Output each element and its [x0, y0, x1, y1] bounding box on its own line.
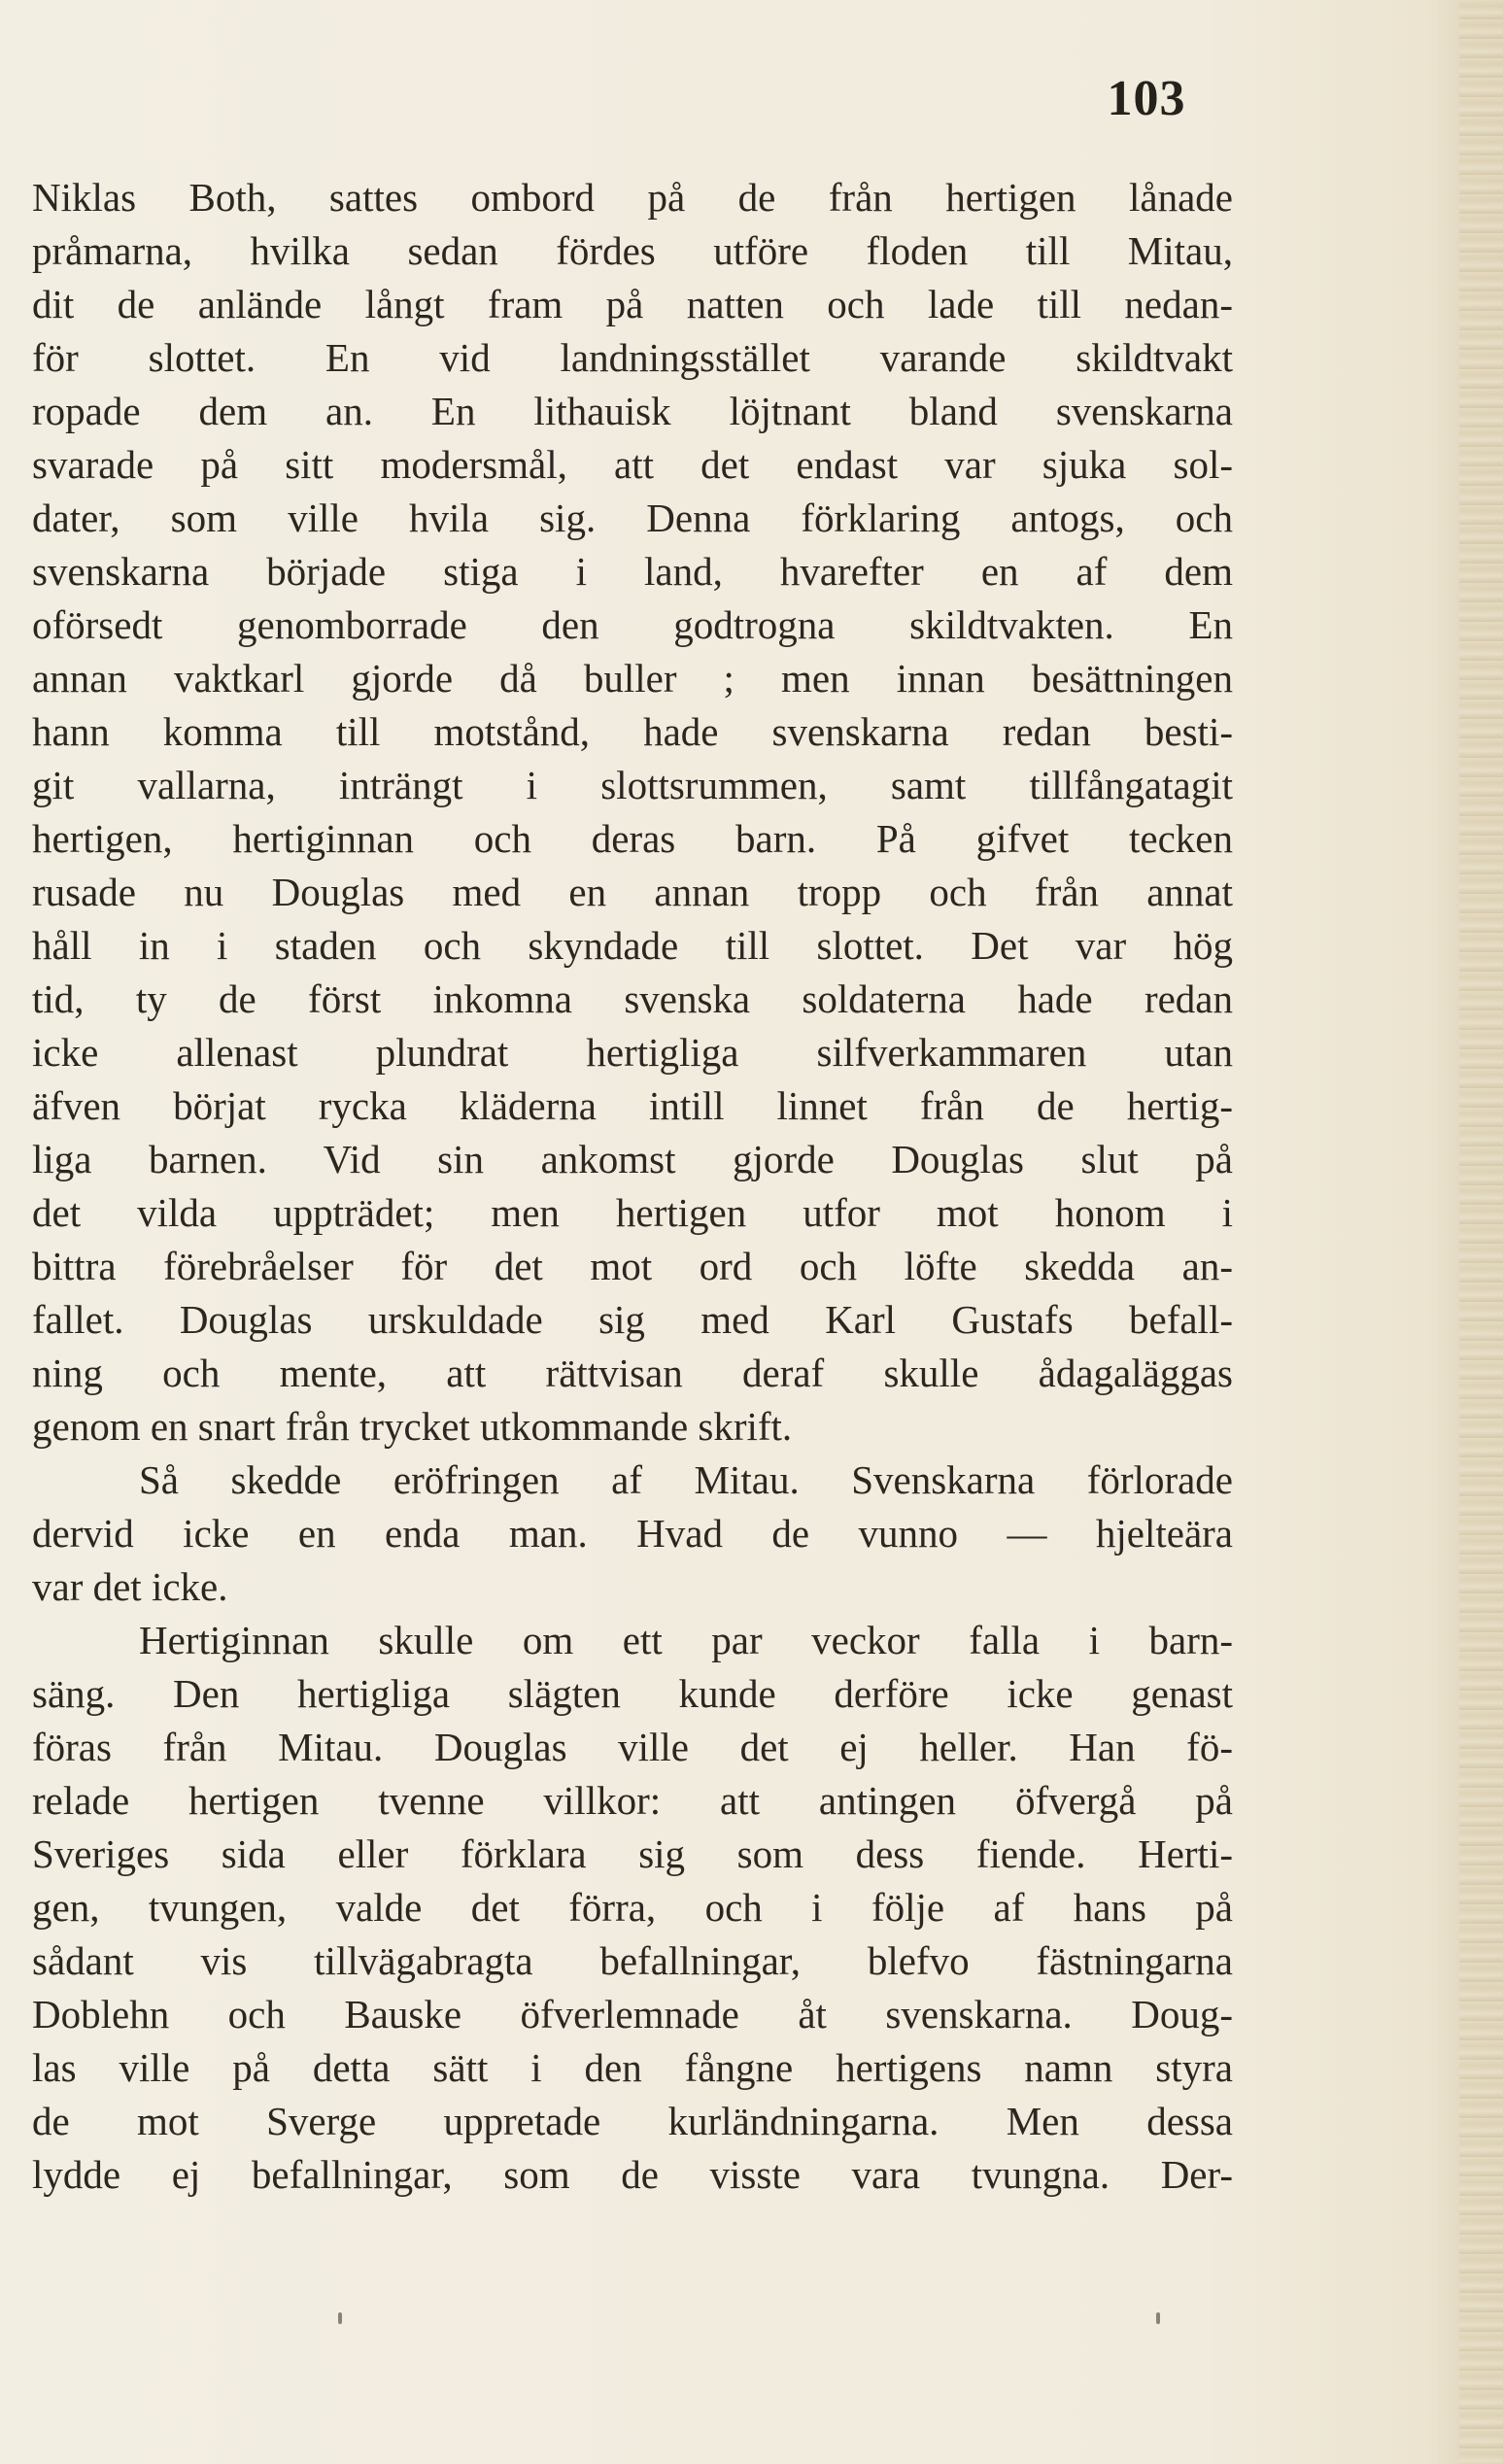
- text-line: relade hertigen tvenne villkor: att antingen öfvergå på: [32, 1778, 1233, 1823]
- text-line: det vilda uppträdet; men hertigen utfor mot honom i: [32, 1190, 1233, 1235]
- text-line: sådant vis tillvägabragta befallningar, blefvo fästningarna: [32, 1938, 1233, 1983]
- text-line: dervid icke en enda man. Hvad de vunno — hjelteära: [32, 1511, 1233, 1556]
- body-text: [32, 171, 1233, 2202]
- text-line: bittra förebråelser för det mot ord och löfte skedda an-: [32, 1244, 1233, 1288]
- text-line: icke allenast plundrat hertigliga silfverkammaren utan: [32, 1030, 1233, 1075]
- text-line: gen, tvungen, valde det förra, och i följe af hans på: [32, 1885, 1233, 1930]
- text-line: git vallarna, inträngt i slottsrummen, samt tillfångatagit: [32, 763, 1233, 807]
- text-line: var det icke.: [32, 1564, 228, 1609]
- text-line-paragraph-start: Så skedde eröfringen af Mitau. Svenskarna förlorade: [139, 1457, 1233, 1502]
- text-line: dater, som ville hvila sig. Denna förklaring antogs, och: [32, 496, 1233, 540]
- text-line: svenskarna började stiga i land, hvarefter en af dem: [32, 549, 1233, 594]
- text-line: annan vaktkarl gjorde då buller ; men innan besättningen: [32, 656, 1233, 701]
- text-line: svarade på sitt modersmål, att det endast var sjuka sol-: [32, 442, 1233, 487]
- page-number: 103: [1107, 71, 1186, 126]
- text-line: rusade nu Douglas med en annan tropp och från annat: [32, 870, 1233, 914]
- text-line: lydde ej befallningar, som de visste vara tvungna. Der-: [32, 2152, 1233, 2197]
- text-line: fallet. Douglas urskuldade sig med Karl Gustafs befall-: [32, 1297, 1233, 1342]
- text-line: tid, ty de först inkomna svenska soldaterna hade redan: [32, 976, 1233, 1021]
- ink-speck: [1156, 2312, 1160, 2324]
- text-line-paragraph-start: Hertiginnan skulle om ett par veckor falla i barn-: [139, 1618, 1233, 1662]
- page-edge: [1459, 0, 1503, 2464]
- text-line: de mot Sverge uppretade kurländningarna. Men dessa: [32, 2099, 1233, 2143]
- text-line: föras från Mitau. Douglas ville det ej heller. Han fö-: [32, 1725, 1233, 1769]
- text-line: genom en snart från trycket utkommande skrift.: [32, 1404, 793, 1449]
- text-line: pråmarna, hvilka sedan fördes utföre floden till Mitau,: [32, 228, 1233, 273]
- text-line: för slottet. En vid landningsstället varande skildtvakt: [32, 335, 1233, 380]
- text-line: säng. Den hertigliga slägten kunde derföre icke genast: [32, 1671, 1233, 1716]
- text-line: ning och mente, att rättvisan deraf skulle ådagaläggas: [32, 1351, 1233, 1395]
- text-line: Niklas Both, sattes ombord på de från hertigen lånade: [32, 175, 1233, 220]
- text-line: äfven börjat rycka kläderna intill linnet från de hertig-: [32, 1083, 1233, 1128]
- text-line: oförsedt genomborrade den godtrogna skildtvakten. En: [32, 602, 1233, 647]
- text-line: hertigen, hertiginnan och deras barn. På gifvet tecken: [32, 816, 1233, 861]
- text-line: liga barnen. Vid sin ankomst gjorde Douglas slut på: [32, 1137, 1233, 1181]
- text-line: Sveriges sida eller förklara sig som dess fiende. Herti-: [32, 1831, 1233, 1876]
- text-line: ropade dem an. En lithauisk löjtnant bland svenskarna: [32, 389, 1233, 433]
- text-line: las ville på detta sätt i den fångne hertigens namn styra: [32, 2045, 1233, 2090]
- ink-speck: [338, 2312, 342, 2324]
- text-line: dit de anlände långt fram på natten och lade till nedan-: [32, 282, 1233, 326]
- text-line: Doblehn och Bauske öfverlemnade åt svenskarna. Doug-: [32, 1992, 1233, 2036]
- text-line: håll in i staden och skyndade till slottet. Det var hög: [32, 923, 1233, 968]
- text-line: hann komma till motstånd, hade svenskarna redan besti-: [32, 709, 1233, 754]
